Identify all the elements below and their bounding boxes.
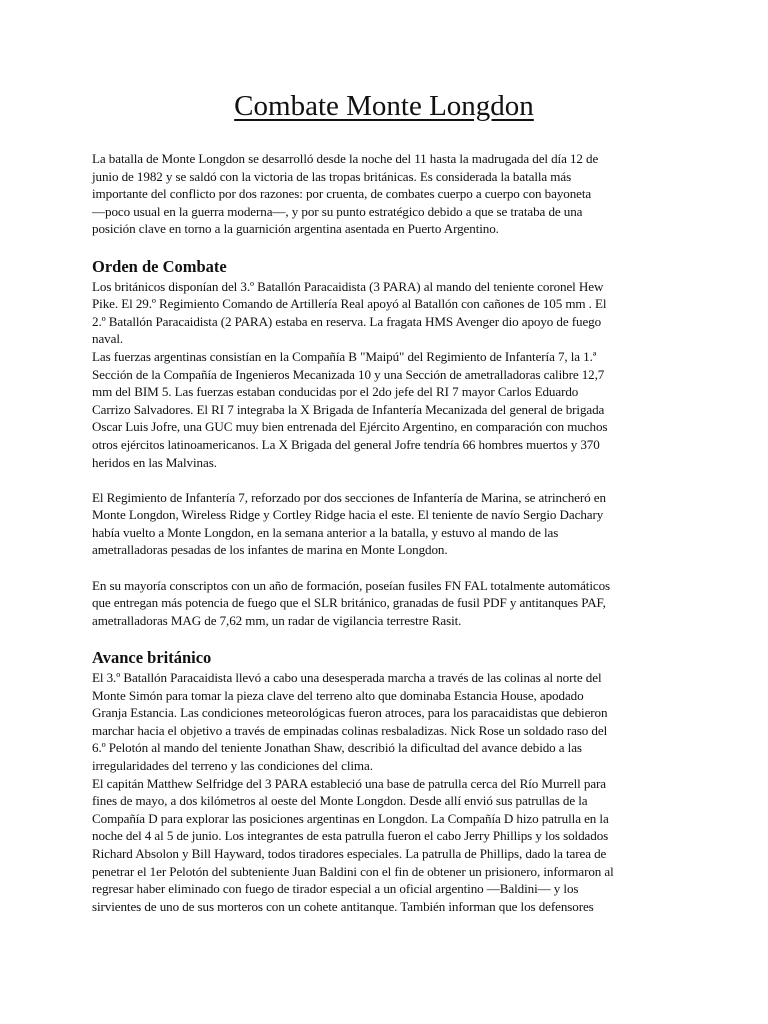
text-line: Granja Estancia. Las condiciones meteorológicas fueron atroces, para los paracaidistas que debieron [92, 705, 608, 721]
text-line: ametralladoras pesadas de los infantes de marina en Monte Longdon. [92, 542, 448, 558]
text-line: En su mayoría conscriptos con un año de formación, poseían fusiles FN FAL totalmente automáticos [92, 577, 611, 593]
text-line: Los británicos disponían del 3.º Batallón Paracaidista (3 PARA) al mando del teniente coronel Hew [92, 278, 604, 294]
text-line: importante del conflicto por dos razones: por cruenta, de combates cuerpo a cuerpo con bayoneta [92, 186, 592, 202]
intro-paragraph [92, 150, 676, 238]
text-line: Compañía D para explorar las posiciones argentinas en Longdon. La Compañía D hizo patrulla en la [92, 810, 609, 826]
text-line: irregularidades del terreno y las condiciones del clima. [92, 758, 373, 773]
text-line: fines de mayo, a dos kilómetros al oeste del Monte Longdon. Desde allí envió sus patrullas de la [92, 793, 588, 809]
text-line: El 3.º Batallón Paracaidista llevó a cabo una desesperada marcha a través de las colinas al norte del [92, 670, 602, 686]
text-line: heridos en las Malvinas. [92, 454, 217, 470]
text-line: Oscar Luis Jofre, una GUC muy bien entrenada del Ejército Argentino, en comparación con muchos [92, 419, 608, 435]
text-line: mm del BIM 5. Las fuerzas estaban conducidas por el 2do jefe del RI 7 mayor Carlos Eduardo [92, 384, 579, 400]
section1-paragraph-2 [92, 348, 676, 471]
text-line: Richard Absolon y Bill Hayward, todos tiradores especiales. La patrulla de Phillips, dado la tarea de [92, 845, 607, 861]
text-line: noche del 4 al 5 de junio. Los integrantes de esta patrulla fueron el cabo Jerry Phillips y los soldados [92, 828, 609, 844]
text-line: que entregan más potencia de fuego que el SLR británico, granadas de fusil PDF y antitanques PAF, [92, 595, 606, 611]
text-line: El capitán Matthew Selfridge del 3 PARA estableció una base de patrulla cerca del Río Murrell para [92, 775, 607, 791]
text-line: penetrar el 1er Pelotón del subteniente Juan Baldini con el fin de obtener un prisionero, informaron al [92, 863, 614, 879]
section1-paragraph-3 [92, 489, 676, 559]
text-line: junio de 1982 y se saldó con la victoria de las tropas británicas. Es considerada la batalla más [92, 168, 572, 184]
text-line: otros ejércitos latinoamericanos. La X Brigada del general Jofre tendría 66 hombres muertos y 370 [92, 436, 600, 452]
section-heading-avance-britanico: Avance británico [92, 648, 212, 668]
text-line: sirvientes de uno de sus morteros con un cohete antitanque. También informan que los defensores [92, 898, 594, 914]
text-line: Carrizo Salvadores. El RI 7 integraba la X Brigada de Infantería Mecanizada del general de brigada [92, 401, 605, 417]
text-line: Pike. El 29.º Regimiento Comando de Artillería Real apoyó al Batallón con cañones de 105 mm . El [92, 296, 607, 312]
text-line: Las fuerzas argentinas consistían en la Compañía B "Maipú" del Regimiento de Infantería 7, la 1.ª [92, 348, 597, 364]
text-line: ametralladoras MAG de 7,62 mm, un radar de vigilancia terrestre Rasit. [92, 612, 462, 628]
section1-paragraph-4 [92, 577, 676, 630]
text-line: marchar hacia el objetivo a través de empinadas colinas resbaladizas. Nick Rose un soldado raso del [92, 722, 608, 738]
section2-paragraph-2 [92, 775, 676, 916]
document-title: Combate Monte Longdon [234, 90, 534, 122]
text-line: naval. [92, 331, 124, 347]
text-line: El Regimiento de Infantería 7, reforzado por dos secciones de Infantería de Marina, se atrincheró en [92, 489, 606, 505]
text-line: 2.º Batallón Paracaidista (2 PARA) estaba en reserva. La fragata HMS Avenger dio apoyo de fuego [92, 313, 602, 329]
text-line: había vuelto a Monte Longdon, en la semana anterior a la batalla, y estuvo al mando de las [92, 524, 559, 540]
text-line: —poco usual en la guerra moderna—, y por su punto estratégico debido a que se trataba de una [92, 203, 583, 219]
text-line: La batalla de Monte Longdon se desarrolló desde la noche del 11 hasta la madrugada del día 12 de [92, 151, 599, 166]
section2-paragraph-1 [92, 669, 676, 775]
text-line: Monte Simón para tomar la pieza clave del terreno alto que dominaba Estancia House, apodado [92, 687, 584, 703]
text-line: 6.º Pelotón al mando del teniente Jonathan Shaw, describió la dificultad del avance debido a las [92, 740, 582, 756]
text-line: posición clave en torno a la guarnición argentina asentada en Puerto Argentino. [92, 221, 499, 237]
section1-paragraph-1 [92, 278, 676, 348]
text-line: Sección de la Compañía de Ingenieros Mecanizada 10 y una Sección de ametralladoras calibre 12,7 [92, 366, 605, 382]
section-heading-orden-de-combate: Orden de Combate [92, 256, 227, 276]
document-body [92, 150, 676, 915]
text-line: regresar haber eliminado con fuego de tirador especial a un oficial argentino —Baldini— y los [92, 881, 579, 897]
text-line: Monte Longdon, Wireless Ridge y Cortley Ridge hacia el este. El teniente de navío Sergio Dachary [92, 507, 604, 523]
